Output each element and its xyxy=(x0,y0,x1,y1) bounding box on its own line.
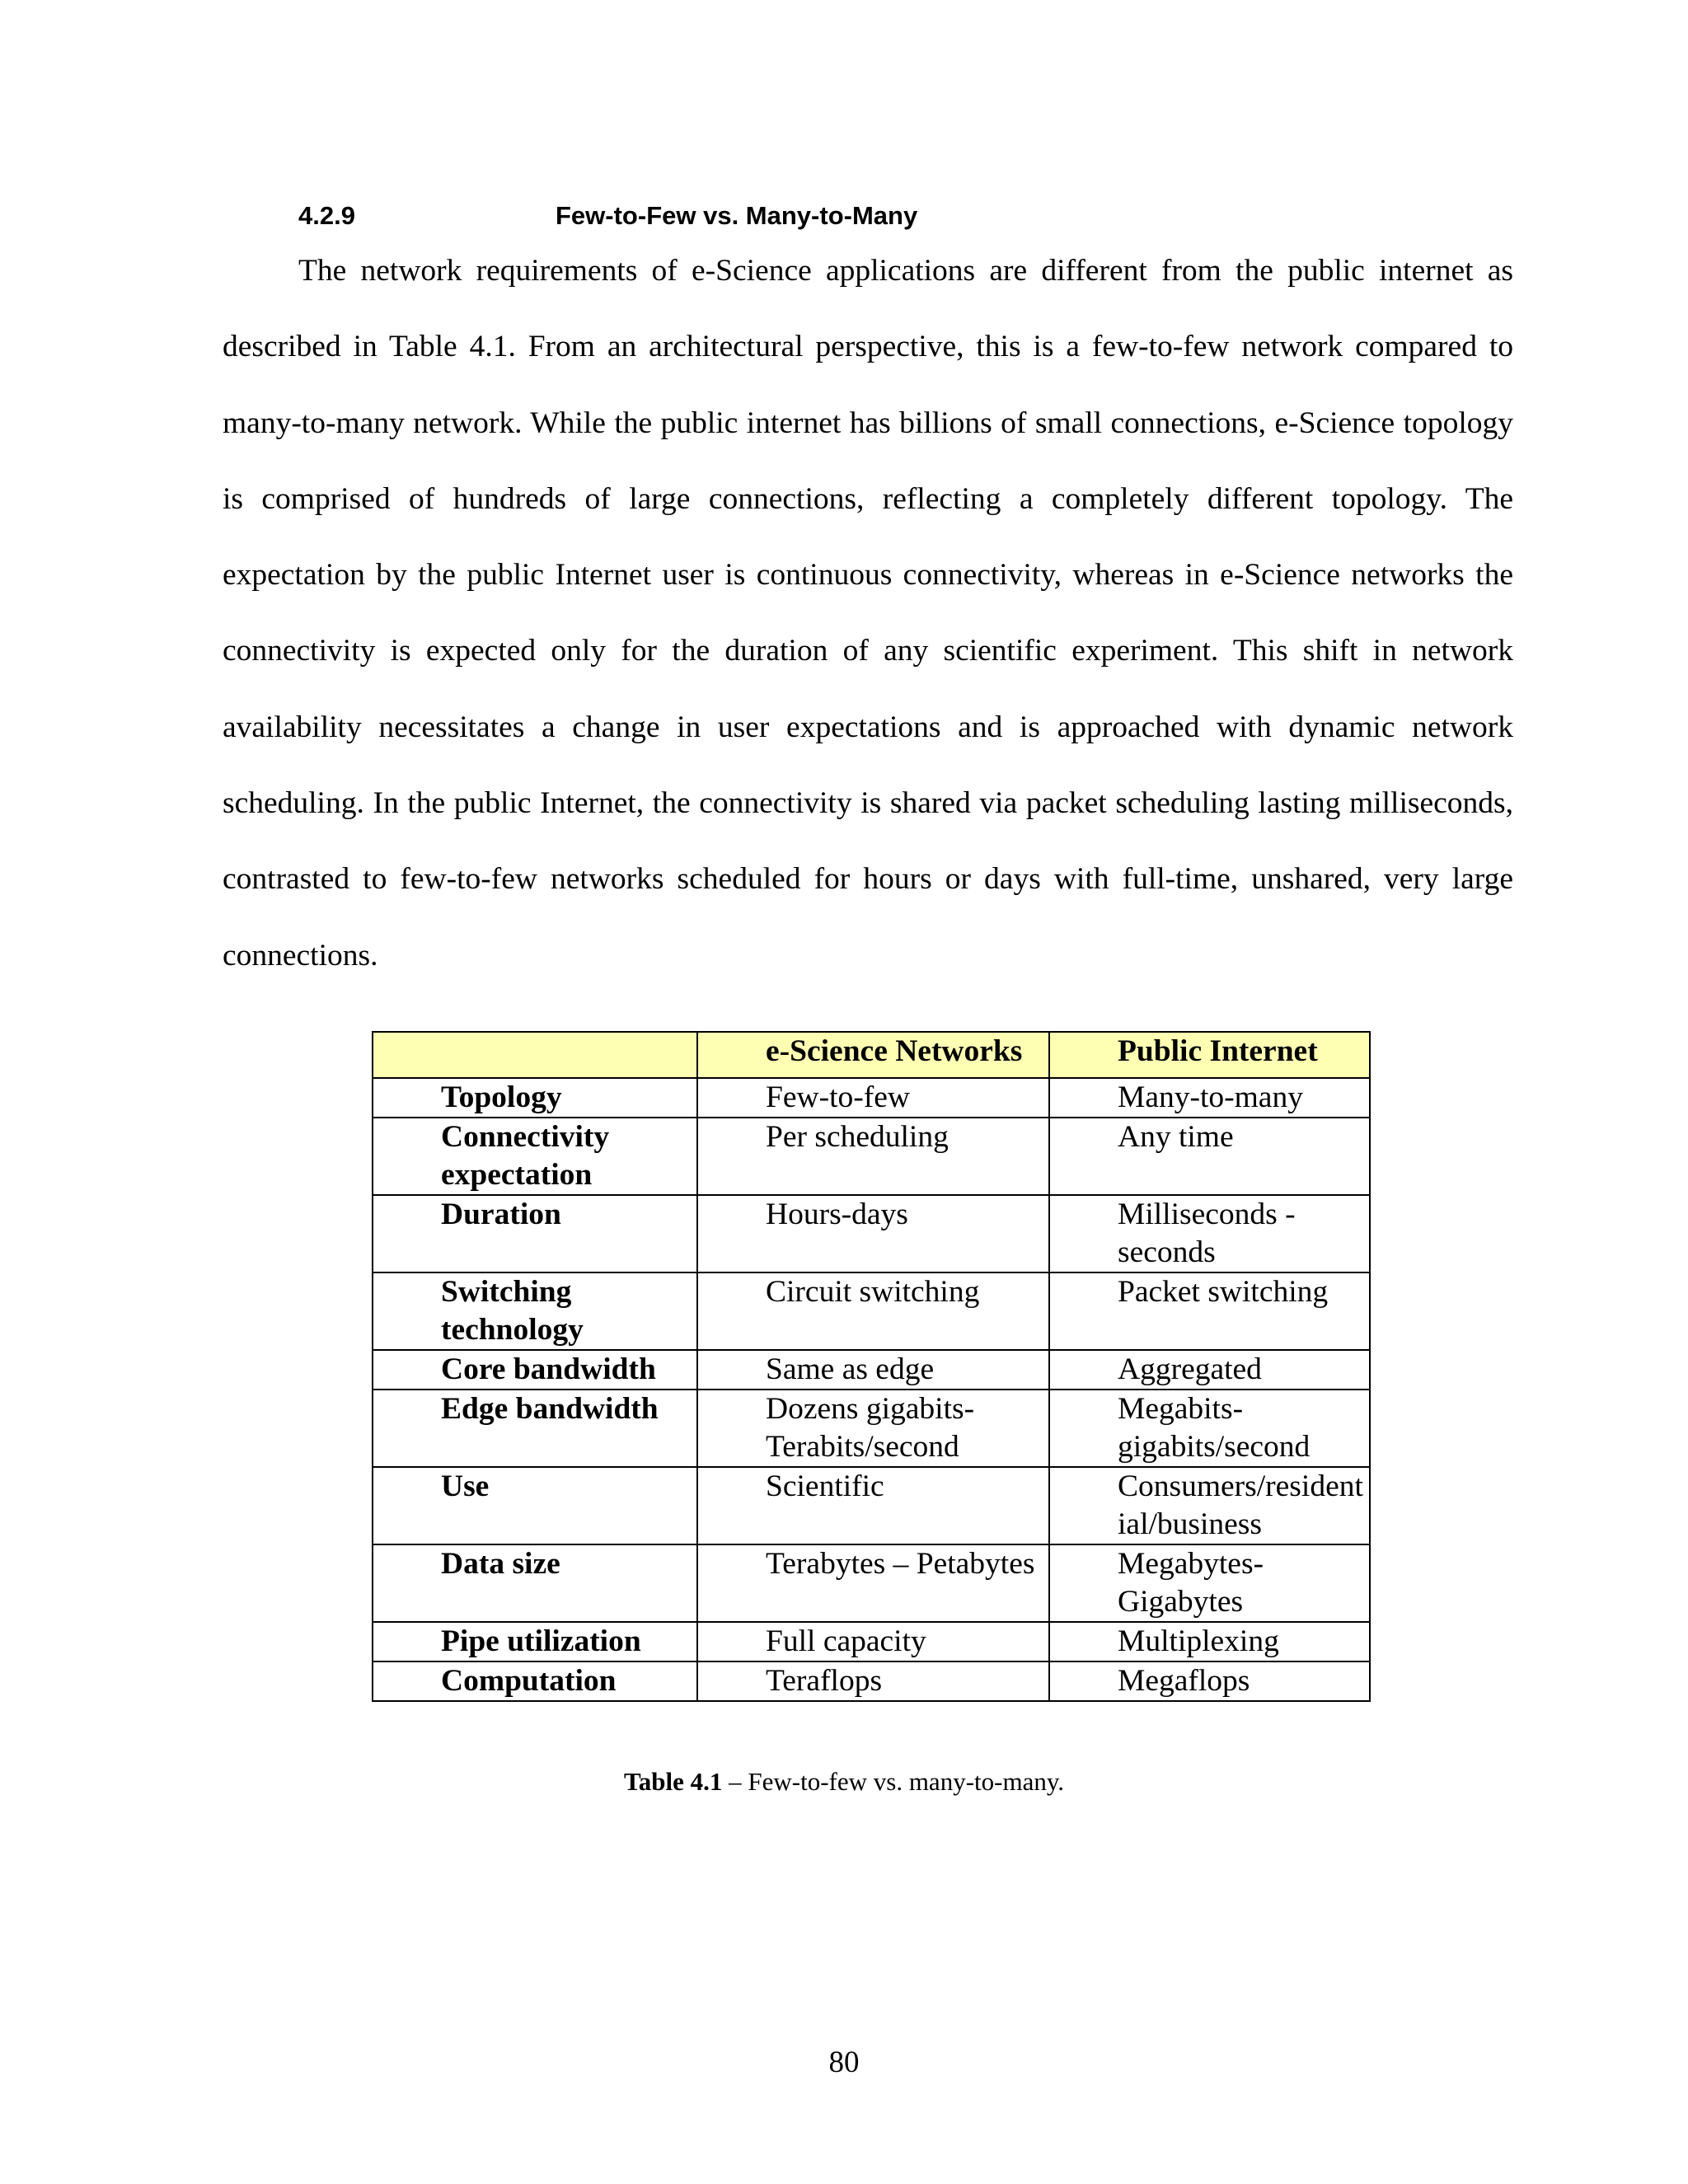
escience-value: Dozens gigabits-Terabits/second xyxy=(697,1390,1049,1467)
header-cell-escience xyxy=(697,1032,1049,1078)
internet-value: Many-to-many xyxy=(1049,1078,1370,1118)
table-row xyxy=(373,1078,1370,1118)
table-row xyxy=(373,1544,1370,1622)
header-cell-empty xyxy=(373,1032,697,1078)
escience-value: Terabytes – Petabytes xyxy=(697,1544,1049,1622)
table-row xyxy=(373,1118,1370,1195)
row-label: Duration xyxy=(373,1195,697,1272)
table-row xyxy=(373,1195,1370,1272)
section-heading xyxy=(298,201,917,231)
row-label: Connectivity expectation xyxy=(373,1118,697,1195)
row-label: Computation xyxy=(373,1661,697,1701)
page-number: 80 xyxy=(828,2046,860,2079)
row-label: Core bandwidth xyxy=(373,1350,697,1390)
caption-label: Table 4.1 xyxy=(623,1767,723,1796)
internet-value: Packet switching xyxy=(1049,1272,1370,1350)
escience-value: Teraflops xyxy=(697,1661,1049,1701)
escience-value: Circuit switching xyxy=(697,1272,1049,1350)
row-label: Use xyxy=(373,1467,697,1544)
table-row xyxy=(373,1622,1370,1661)
escience-value: Few-to-few xyxy=(697,1078,1049,1118)
table-row xyxy=(373,1272,1370,1350)
row-label: Data size xyxy=(373,1544,697,1622)
body-paragraph: The network requirements of e-Science applications are different from the public internet as described in Table 4.1. From an architectural perspective, this is a few-to-few network compared to many-to-many network. While the public internet has billions of small connections, e-Science topology is comprised of hundreds of large connections, reflecting a completely different topology. The expectation by the public Internet user is continuous connectivity, whereas in e-Science networks the connectivity is expected only for the duration of any scientific experiment. This shift in network availability necessitates a change in user expectations and is approached with dynamic network scheduling. In the public Internet, the connectivity is shared via packet scheduling lasting milliseconds, contrasted to few-to-few networks scheduled for hours or days with full-time, unshared, very large connections. xyxy=(223,254,1513,972)
table-row xyxy=(373,1661,1370,1701)
table-header-row xyxy=(373,1032,1370,1078)
internet-value: Megaflops xyxy=(1049,1661,1370,1701)
table-row xyxy=(373,1390,1370,1467)
section-title: Few-to-Few vs. Many-to-Many xyxy=(556,201,918,230)
row-label: Pipe utilization xyxy=(373,1622,697,1661)
row-label: Topology xyxy=(373,1078,697,1118)
caption-text: – Few-to-few vs. many-to-many. xyxy=(722,1767,1065,1796)
internet-value: Megabits-gigabits/second xyxy=(1049,1390,1370,1467)
escience-value: Per scheduling xyxy=(697,1118,1049,1195)
internet-value: Consumers/residential/business xyxy=(1049,1467,1370,1544)
internet-value: Any time xyxy=(1049,1118,1370,1195)
internet-value: Megabytes-Gigabytes xyxy=(1049,1544,1370,1622)
internet-value: Milliseconds - seconds xyxy=(1049,1195,1370,1272)
internet-value: Aggregated xyxy=(1049,1350,1370,1390)
row-label: Switching technology xyxy=(373,1272,697,1350)
comparison-table xyxy=(372,1031,1371,1702)
header-internet-text: Public Internet xyxy=(1118,1034,1318,1068)
escience-value: Hours-days xyxy=(697,1195,1049,1272)
row-label: Edge bandwidth xyxy=(373,1390,697,1467)
section-number: 4.2.9 xyxy=(298,201,355,230)
table-row xyxy=(373,1467,1370,1544)
table-caption xyxy=(0,1767,1688,1797)
table-row xyxy=(373,1350,1370,1390)
internet-value: Multiplexing xyxy=(1049,1622,1370,1661)
escience-value: Full capacity xyxy=(697,1622,1049,1661)
header-escience-text: e-Science Networks xyxy=(766,1034,1023,1068)
escience-value: Same as edge xyxy=(697,1350,1049,1390)
escience-value: Scientific xyxy=(697,1467,1049,1544)
header-cell-internet xyxy=(1049,1032,1370,1078)
